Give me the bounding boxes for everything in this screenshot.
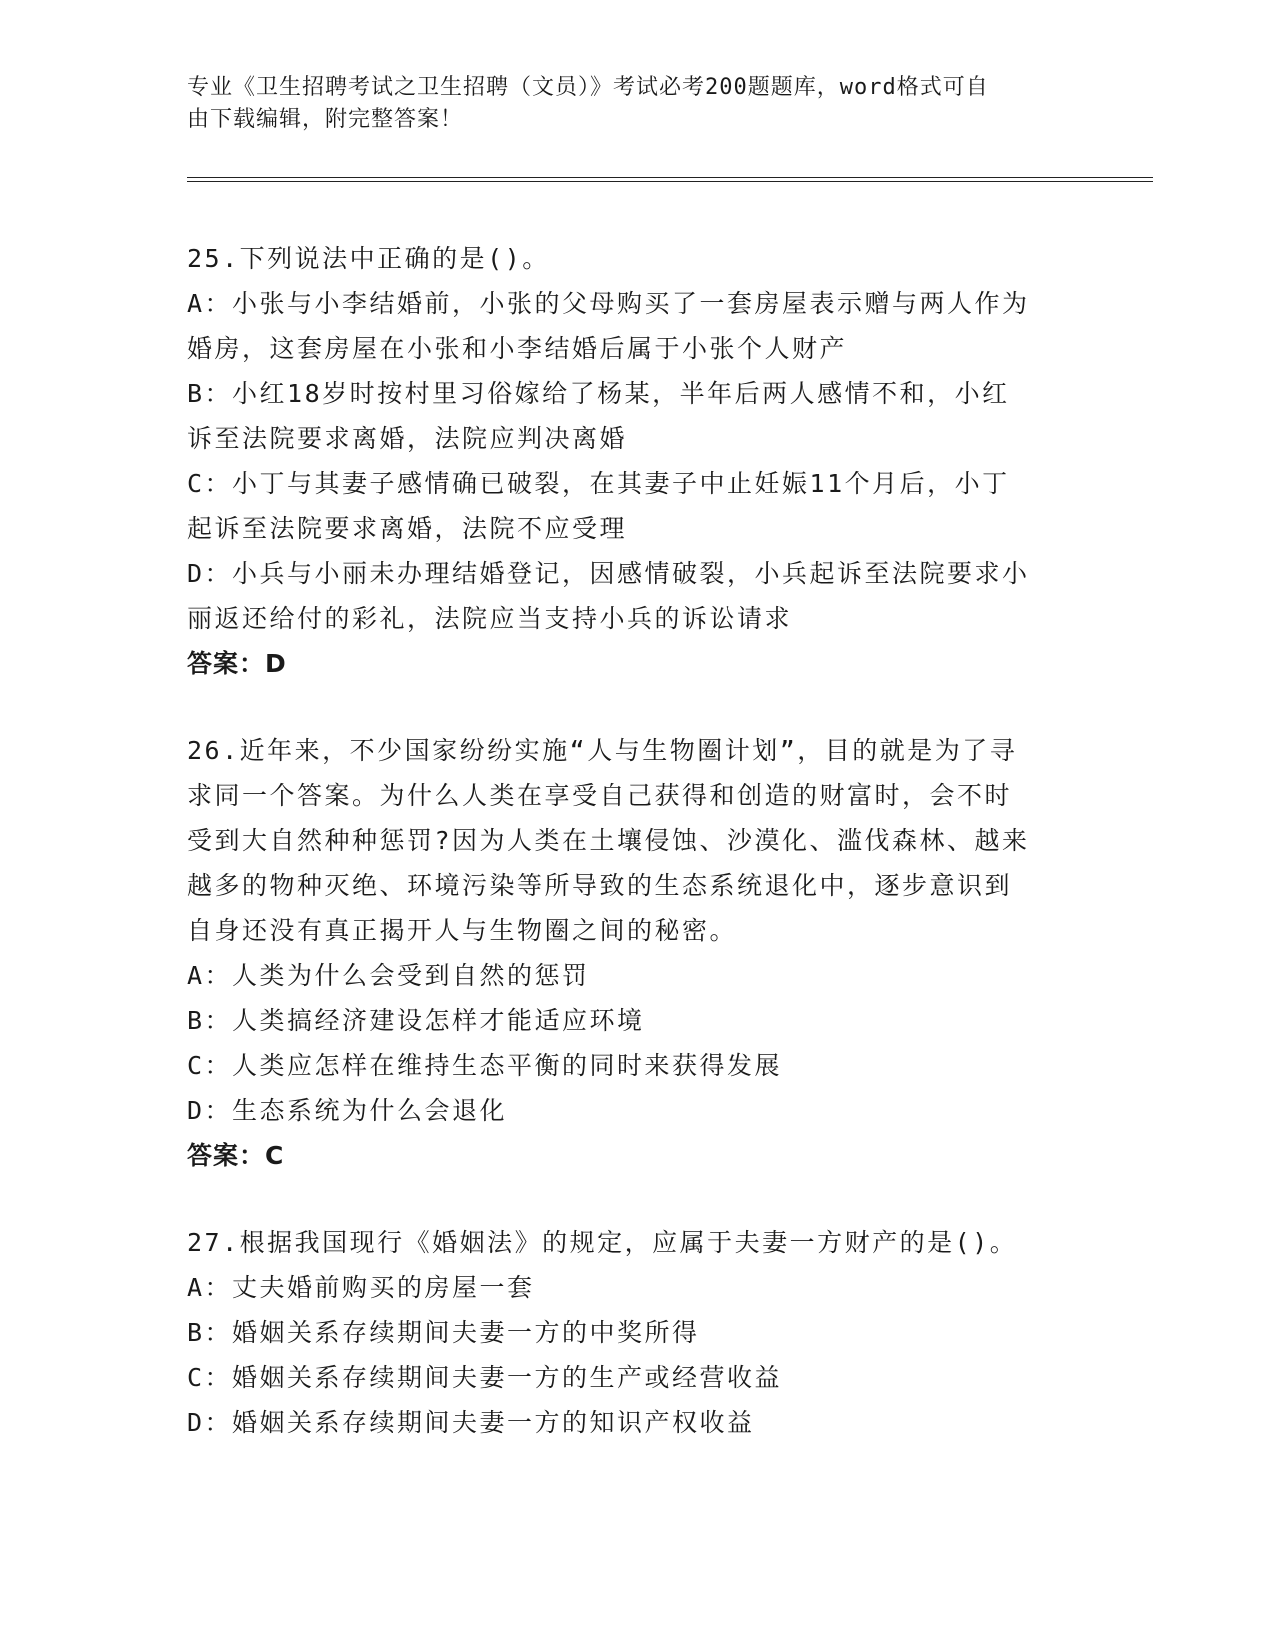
option-line: B：人类搞经济建设怎样才能适应环境 xyxy=(187,1006,645,1035)
question-list xyxy=(187,236,1067,1445)
header-divider-top xyxy=(187,177,1153,178)
header-line-1: 专业《卫生招聘考试之卫生招聘（文员）》考试必考200题题库，word格式可自 xyxy=(187,75,989,100)
option-line: D：婚姻关系存续期间夫妻一方的知识产权收益 xyxy=(187,1408,755,1437)
question-stem: 求同一个答案。为什么人类在享受自己获得和创造的财富时，会不时 xyxy=(187,781,1013,810)
question-25 xyxy=(187,236,1067,686)
option-line: D：小兵与小丽未办理结婚登记，因感情破裂，小兵起诉至法院要求小 xyxy=(187,559,1030,588)
option-line: 婚房，这套房屋在小张和小李结婚后属于小张个人财产 xyxy=(187,334,848,363)
header-line-2: 由下载编辑，附完整答案！ xyxy=(187,107,464,132)
option-line: D：生态系统为什么会退化 xyxy=(187,1096,508,1125)
question-stem: 27.根据我国现行《婚姻法》的规定，应属于夫妻一方财产的是()。 xyxy=(187,1228,1018,1257)
question-spacer xyxy=(187,1178,1067,1220)
question-27 xyxy=(187,1220,1067,1445)
option-line: A：丈夫婚前购买的房屋一套 xyxy=(187,1273,535,1302)
option-line: A：小张与小李结婚前，小张的父母购买了一套房屋表示赠与两人作为 xyxy=(187,289,1030,318)
question-stem: 受到大自然种种惩罚?因为人类在土壤侵蚀、沙漠化、滥伐森林、越来 xyxy=(187,826,1030,855)
option-line: B：小红18岁时按村里习俗嫁给了杨某，半年后两人感情不和，小红 xyxy=(187,379,1010,408)
question-stem: 26.近年来，不少国家纷纷实施“人与生物圈计划”，目的就是为了寻 xyxy=(187,736,1018,765)
option-line: C：人类应怎样在维持生态平衡的同时来获得发展 xyxy=(187,1051,783,1080)
question-stem: 自身还没有真正揭开人与生物圈之间的秘密。 xyxy=(187,916,738,945)
option-line: C：婚姻关系存续期间夫妻一方的生产或经营收益 xyxy=(187,1363,783,1392)
option-line: B：婚姻关系存续期间夫妻一方的中奖所得 xyxy=(187,1318,700,1347)
question-stem: 25.下列说法中正确的是()。 xyxy=(187,244,550,273)
answer-label: 答案：C xyxy=(187,1141,285,1170)
question-spacer xyxy=(187,686,1067,728)
question-stem: 越多的物种灭绝、环境污染等所导致的生态系统退化中，逐步意识到 xyxy=(187,871,1013,900)
header-divider-bottom xyxy=(187,181,1153,182)
document-header xyxy=(187,72,1067,136)
option-line: 丽返还给付的彩礼，法院应当支持小兵的诉讼请求 xyxy=(187,604,793,633)
question-26 xyxy=(187,728,1067,1178)
option-line: 起诉至法院要求离婚，法院不应受理 xyxy=(187,514,628,543)
option-line: 诉至法院要求离婚，法院应判决离婚 xyxy=(187,424,628,453)
option-line: A：人类为什么会受到自然的惩罚 xyxy=(187,961,590,990)
option-line: C：小丁与其妻子感情确已破裂，在其妻子中止妊娠11个月后，小丁 xyxy=(187,469,1010,498)
answer-label: 答案：D xyxy=(187,649,287,678)
